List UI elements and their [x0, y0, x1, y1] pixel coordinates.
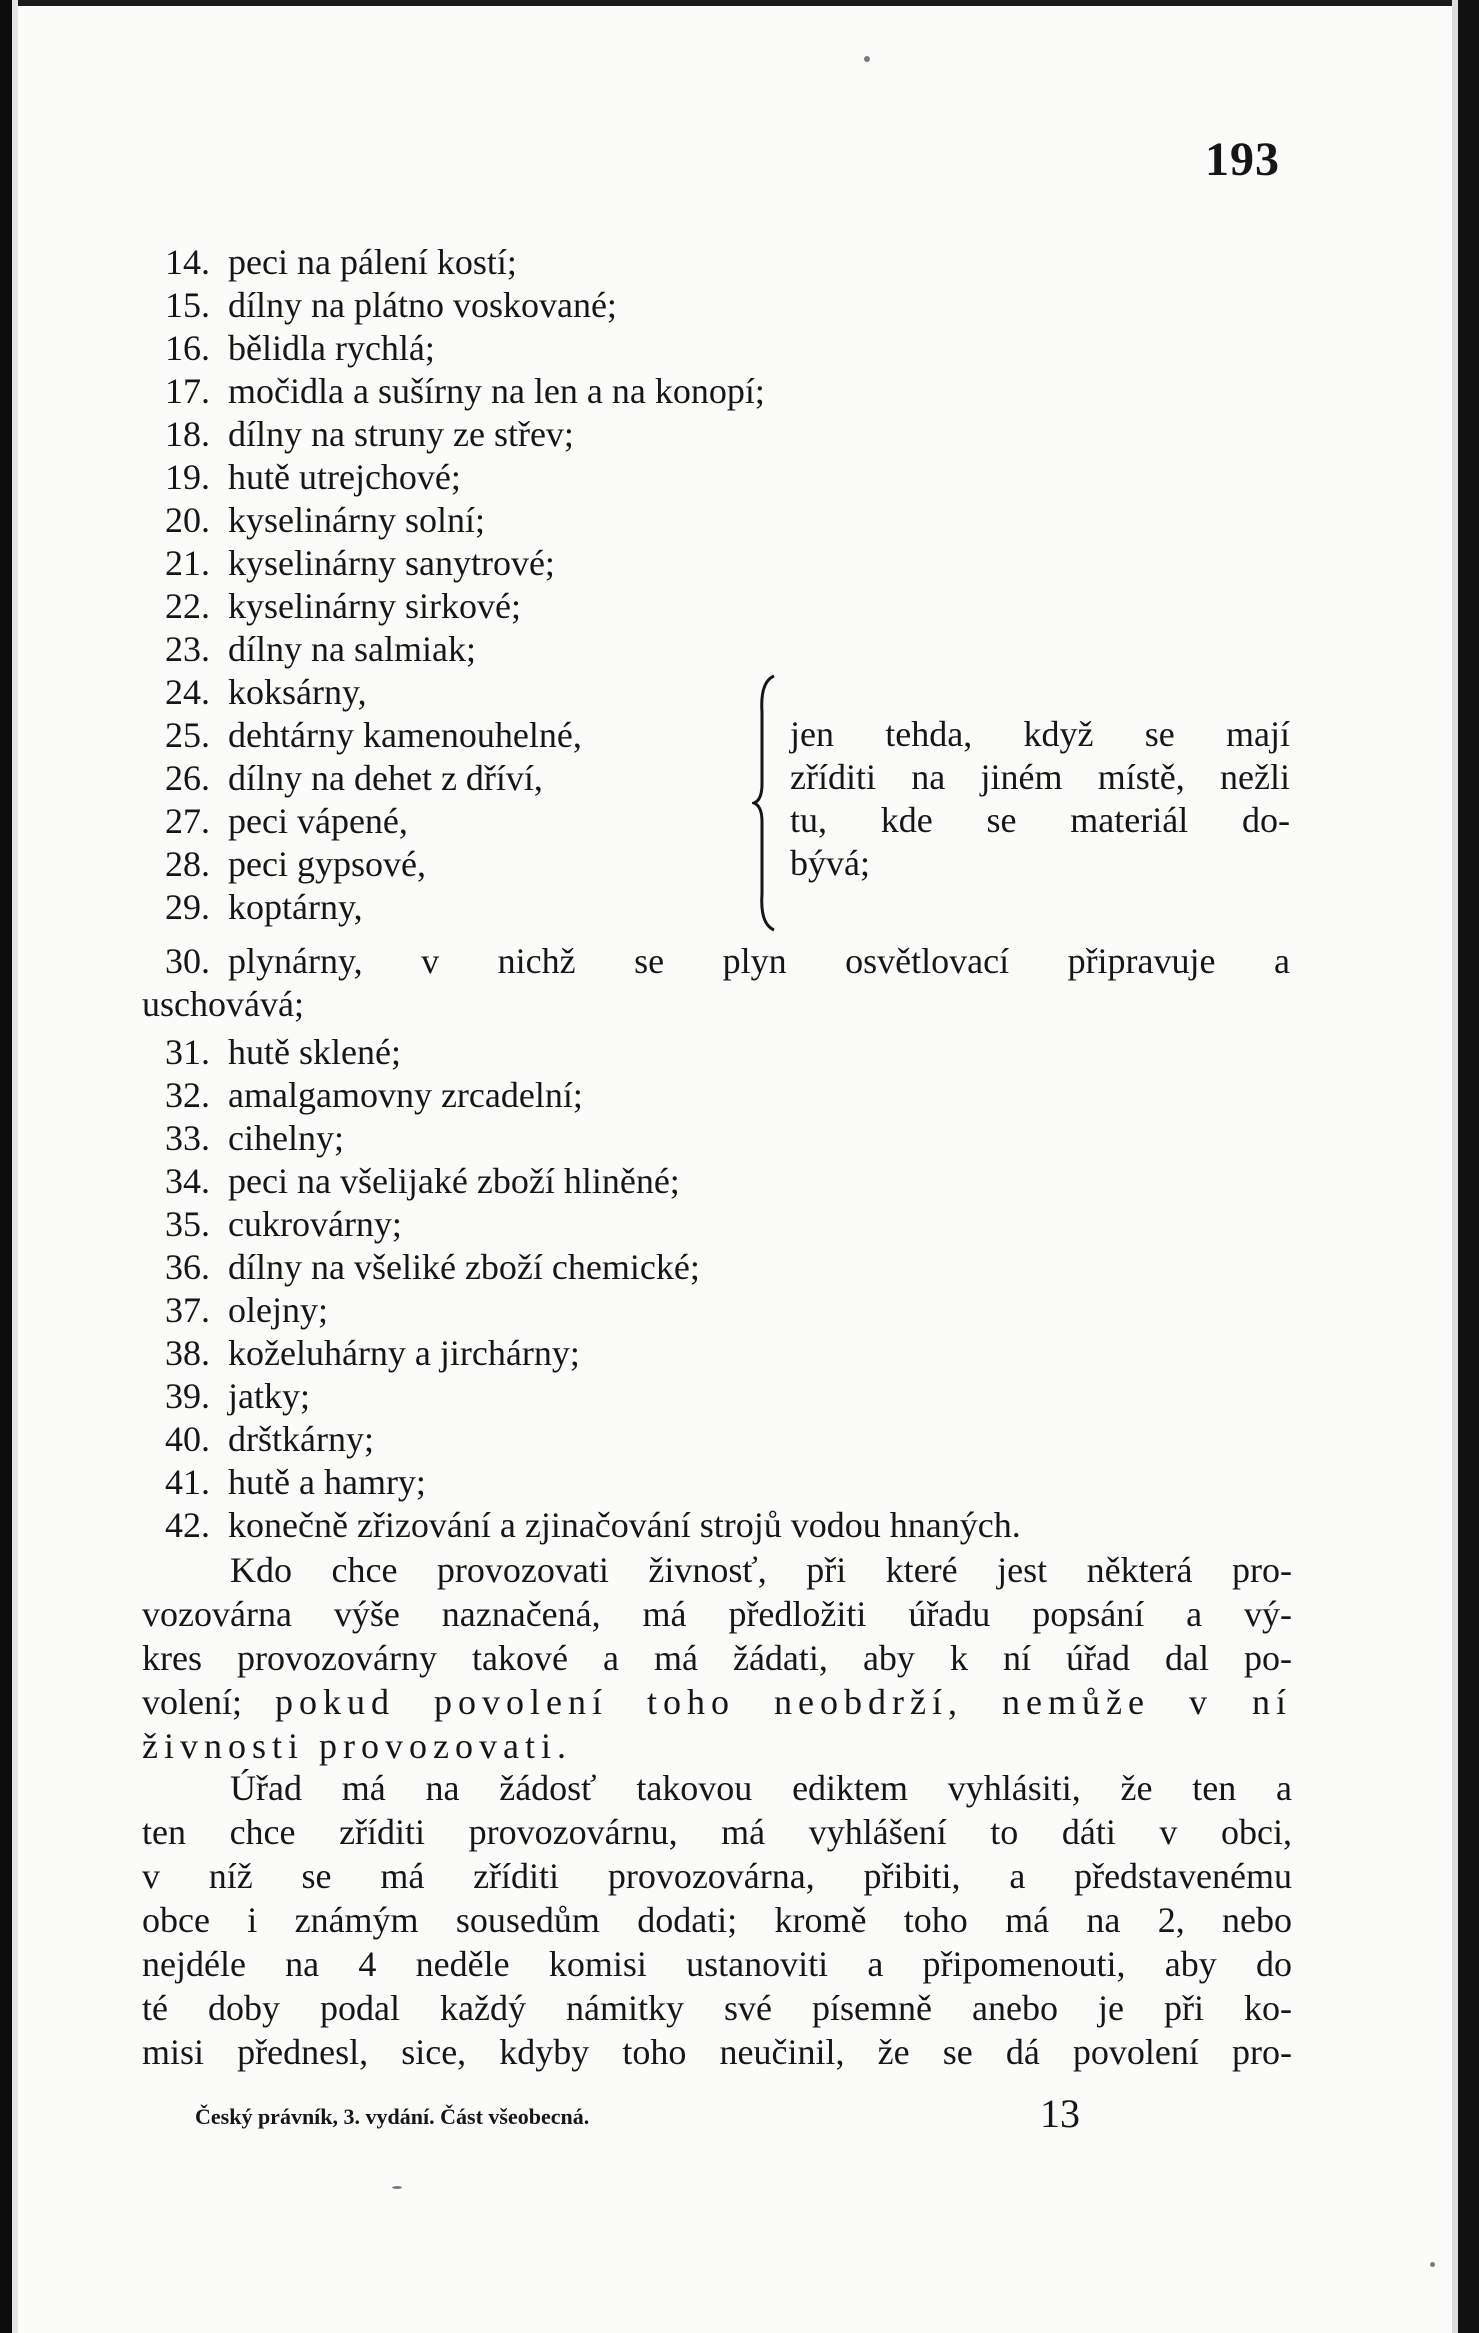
item-text: peci na pálení kostí; [228, 242, 517, 282]
item-text: hutě sklené; [228, 1032, 401, 1072]
item-number: 24. [165, 672, 210, 712]
item-text: peci vápené, [228, 801, 408, 841]
item-text: dílny na struny ze střev; [228, 414, 574, 454]
item-number: 19. [165, 457, 210, 497]
scan-border-right [1458, 0, 1479, 2333]
item-text: peci gypsové, [228, 844, 426, 884]
item-number: 18. [165, 414, 210, 454]
scan-border-left-inner [12, 0, 18, 2333]
item-number: 39. [165, 1376, 210, 1416]
item-text: koželuhárny a jirchárny; [228, 1333, 580, 1373]
item-text: dehtárny kamenouhelné, [228, 715, 582, 755]
page-number: 193 [1205, 133, 1280, 186]
item-text: koksárny, [228, 672, 367, 712]
item-number: 29. [165, 887, 210, 927]
item-text: konečně zřizování a zjinačování strojů vodou hnaných. [228, 1505, 1021, 1545]
paragraph-fragment: volení; [142, 1682, 242, 1722]
spaced-emphasis: živnosti provozovati. [142, 1726, 572, 1766]
scan-speck [392, 2186, 402, 2189]
paragraph-line: misi přednesl, sice, kdyby toho neučinil, že se dá povolení pro- [142, 2032, 1292, 2072]
item-number: 41. [165, 1462, 210, 1502]
item-number: 42. [165, 1505, 210, 1545]
book-signature: Český právník, 3. vydání. Část všeobecná. [195, 2104, 590, 2129]
item-number: 35. [165, 1204, 210, 1244]
item-text: plynárny, v nichž se plyn osvětlovací připravuje a [228, 941, 1290, 981]
paragraph-line: nejdéle na 4 neděle komisi ustanoviti a připomenouti, aby do [142, 1944, 1292, 1984]
item-number: 34. [165, 1161, 210, 1201]
item-number: 16. [165, 328, 210, 368]
paragraph-line: Úřad má na žádosť takovou ediktem vyhlásiti, že ten a [230, 1768, 1292, 1808]
item-text: cukrovárny; [228, 1204, 402, 1244]
item-number: 26. [165, 758, 210, 798]
item-number: 23. [165, 629, 210, 669]
item-text: dílny na plátno voskované; [228, 285, 617, 325]
scan-speck [1430, 2262, 1435, 2267]
item-text: dílny na dehet z dříví, [228, 758, 543, 798]
paragraph-line: ten chce zříditi provozovárnu, má vyhlášení to dáti v obci, [142, 1812, 1292, 1852]
paragraph-line: té doby podal každý námitky své písemně anebo je při ko- [142, 1988, 1292, 2028]
sheet-number: 13 [1040, 2091, 1080, 2136]
item-text: dílny na všeliké zboží chemické; [228, 1247, 700, 1287]
item-text: olejny; [228, 1290, 328, 1330]
item-number: 21. [165, 543, 210, 583]
item-number: 15. [165, 285, 210, 325]
brace-note-line: tu, kde se materiál do- [790, 800, 1290, 840]
paragraph-edict [142, 1766, 1292, 2074]
paragraph-line: vozovárna výše naznačená, má předložiti úřadu popsání a vý- [142, 1594, 1292, 1634]
curly-brace-icon [752, 672, 786, 934]
scan-border-top [0, 0, 1479, 6]
item-text: cihelny; [228, 1118, 344, 1158]
item-text: peci na všelijaké zboží hliněné; [228, 1161, 680, 1201]
item-text: močidla a sušírny na len a na konopí; [228, 371, 765, 411]
scan-speck [864, 56, 870, 62]
item-text: jatky; [228, 1376, 310, 1416]
item-number: 20. [165, 500, 210, 540]
item-number: 28. [165, 844, 210, 884]
brace-note [790, 712, 1290, 892]
paragraph-line: Kdo chce provozovati živnosť, při které jest některá pro- [230, 1550, 1292, 1590]
item-text: hutě a hamry; [228, 1462, 426, 1502]
item-text: kyselinárny solní; [228, 500, 485, 540]
item-number: 38. [165, 1333, 210, 1373]
paragraph-line: obce i známým sousedům dodati; kromě toho má na 2, nebo [142, 1900, 1292, 1940]
brace-note-line: zříditi na jiném místě, nežli [790, 757, 1290, 797]
spaced-emphasis: pokud povolení toho neobdrží, nemůže v ní [275, 1682, 1293, 1722]
item-text: kyselinárny sanytrové; [228, 543, 555, 583]
item-text: koptárny, [228, 887, 363, 927]
brace-note-line: bývá; [790, 843, 870, 883]
item-number: 30. [165, 941, 210, 981]
item-number: 36. [165, 1247, 210, 1287]
item-text: drštkárny; [228, 1419, 374, 1459]
brace-note-line: jen tehda, když se mají [790, 714, 1290, 754]
item-continuation: uschovává; [142, 984, 304, 1024]
scan-border-left [0, 0, 12, 2333]
item-number: 25. [165, 715, 210, 755]
item-text: dílny na salmiak; [228, 629, 476, 669]
item-text: hutě utrejchové; [228, 457, 461, 497]
item-number: 32. [165, 1075, 210, 1115]
paragraph-line [142, 1680, 1292, 1724]
item-number: 27. [165, 801, 210, 841]
item-number: 17. [165, 371, 210, 411]
paragraph-line: v níž se má zříditi provozovárna, přibiti, a představenému [142, 1856, 1292, 1896]
paragraph-line: kres provozovárny takové a má žádati, aby k ní úřad dal po- [142, 1638, 1292, 1678]
item-text: amalgamovny zrcadelní; [228, 1075, 583, 1115]
item-number: 14. [165, 242, 210, 282]
item-text: kyselinárny sirkové; [228, 586, 521, 626]
item-number: 37. [165, 1290, 210, 1330]
item-number: 33. [165, 1118, 210, 1158]
item-number: 40. [165, 1419, 210, 1459]
paragraph-permit-request [142, 1548, 1292, 1768]
item-text: bělidla rychlá; [228, 328, 435, 368]
item-number: 22. [165, 586, 210, 626]
item-number: 31. [165, 1032, 210, 1072]
